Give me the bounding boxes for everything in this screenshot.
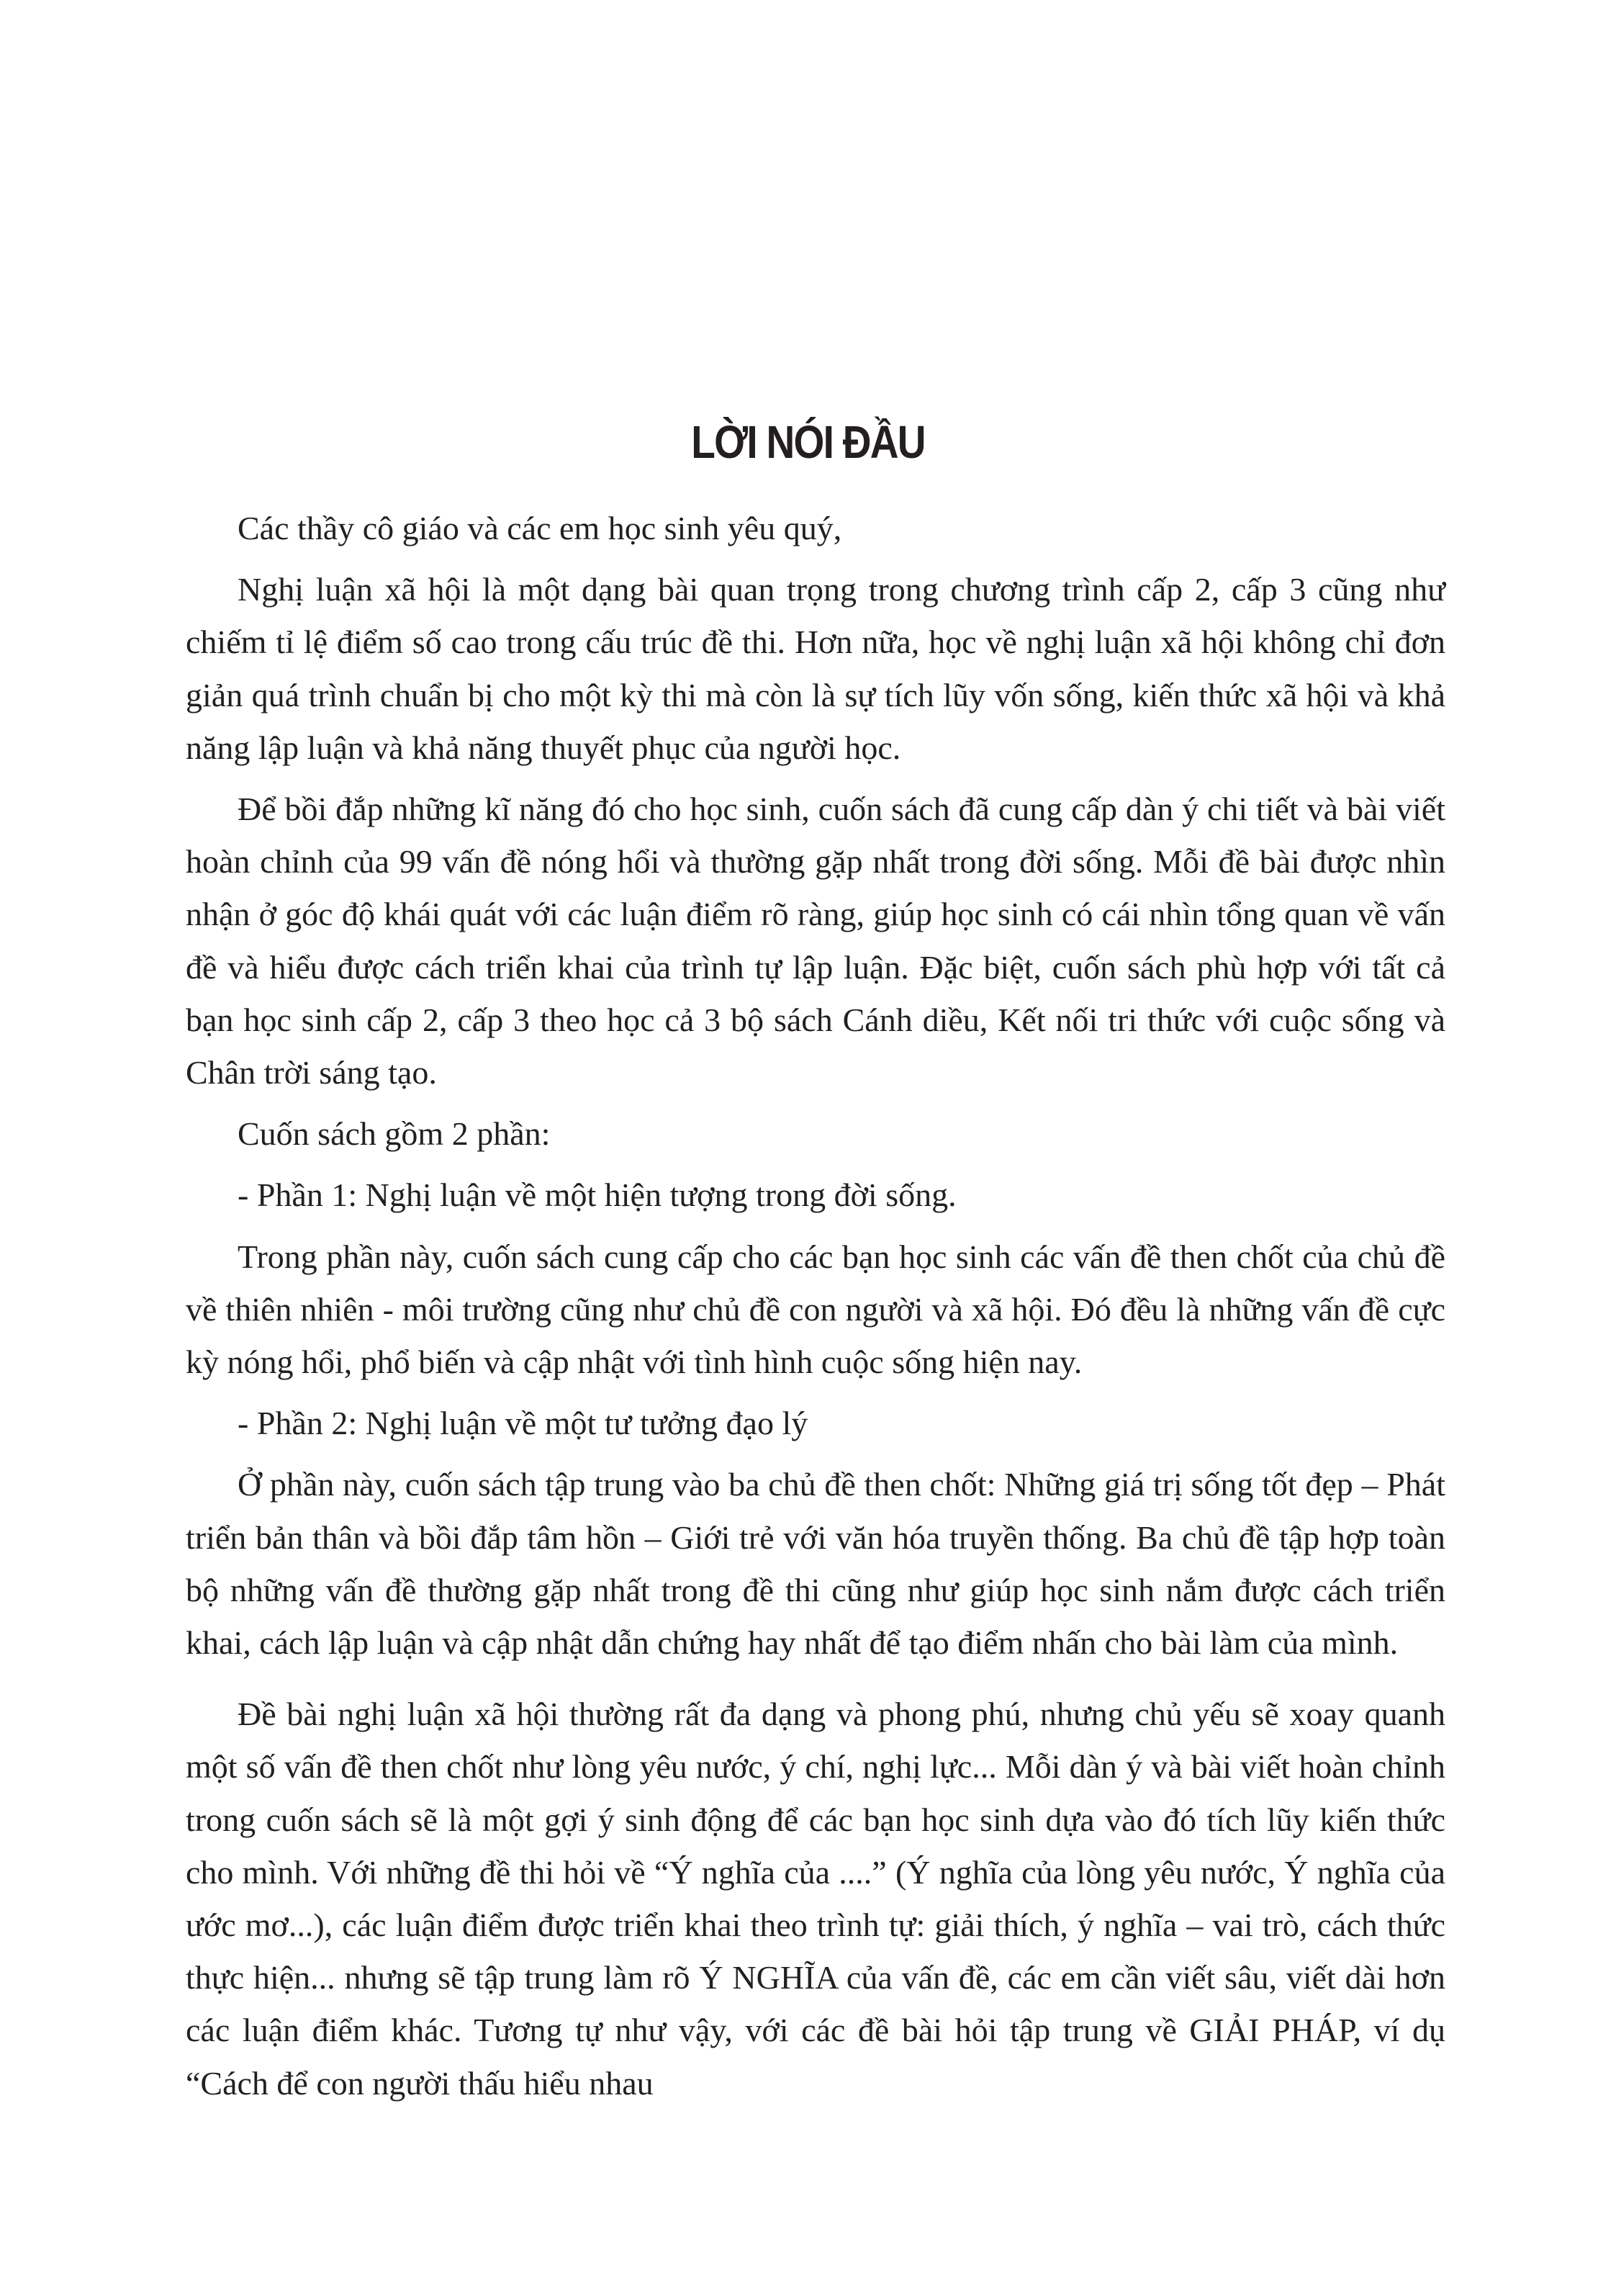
paragraph-introduction: Nghị luận xã hội là một dạng bài quan trọng trong chương trình cấp 2, cấp 3 cũng như chiếm tỉ lệ điểm số cao trong cấu trúc đề thi. Hơn nữa, học về nghị luận xã hội không chỉ đơn giản quá trình chuẩn bị cho một kỳ thi mà còn là sự tích lũy vốn sống, kiến thức xã hội và khả năng lập luận và khả năng thuyết phục của người học. <box>186 571 1445 766</box>
paragraph-book-purpose: Để bồi đắp những kĩ năng đó cho học sinh, cuốn sách đã cung cấp dàn ý chi tiết và bài viết hoàn chỉnh của 99 vấn đề nóng hổi và thường gặp nhất trong đời sống. Mỗi đề bài được nhìn nhận ở góc độ khái quát với các luận điểm rõ ràng, giúp học sinh có cái nhìn tổng quan về vấn đề và hiểu được cách triển khai của trình tự lập luận. Đặc biệt, cuốn sách phù hợp với tất cả bạn học sinh cấp 2, cấp 3 theo học cả 3 bộ sách Cánh diều, Kết nối tri thức với cuộc sống và Chân trời sáng tạo. <box>186 791 1445 1091</box>
paragraph-writing-guidance: Đề bài nghị luận xã hội thường rất đa dạng và phong phú, nhưng chủ yếu sẽ xoay quanh một số vấn đề then chốt như lòng yêu nước, ý chí, nghị lực... Mỗi dàn ý và bài viết hoàn chỉnh trong cuốn sách sẽ là một gợi ý sinh động để các bạn học sinh dựa vào đó tích lũy kiến thức cho mình. Với những đề thi hỏi về “Ý nghĩa của ....” (Ý nghĩa của lòng yêu nước, Ý nghĩa của ước mơ...), các luận điểm được triển khai theo trình tự: giải thích, ý nghĩa – vai trò, cách thức thực hiện... nhưng sẽ tập trung làm rõ Ý NGHĨA của vấn đề, các em cần viết sâu, viết dài hơn các luận điểm khác. Tương tự như vậy, với các đề bài hỏi tập trung về GIẢI PHÁP, ví dụ “Cách để con người thấu hiểu nhau <box>186 1696 1445 2102</box>
body-text <box>186 502 1445 2118</box>
paragraph-structure-intro: Cuốn sách gồm 2 phần: <box>238 1115 551 1153</box>
page-title: LỜI NÓI ĐẦU <box>691 416 925 468</box>
paragraph-part-1-heading: - Phần 1: Nghị luận về một hiện tượng trong đời sống. <box>238 1176 957 1214</box>
paragraph-greeting: Các thầy cô giáo và các em học sinh yêu quý, <box>238 510 842 546</box>
paragraph-part-2-heading: - Phần 2: Nghị luận về một tư tưởng đạo lý <box>238 1405 808 1442</box>
paragraph-part-2-description: Ở phần này, cuốn sách tập trung vào ba chủ đề then chốt: Những giá trị sống tốt đẹp – Phát triển bản thân và bồi đắp tâm hồn – Giới trẻ với văn hóa truyền thống. Ba chủ đề tập hợp toàn bộ những vấn đề thường gặp nhất trong đề thi cũng như giúp học sinh nắm được cách triển khai, cách lập luận và cập nhật dẫn chứng hay nhất để tạo điểm nhấn cho bài làm của mình. <box>186 1466 1445 1662</box>
paragraph-part-1-description: Trong phần này, cuốn sách cung cấp cho các bạn học sinh các vấn đề then chốt của chủ đề về thiên nhiên - môi trường cũng như chủ đề con người và xã hội. Đó đều là những vấn đề cực kỳ nóng hổi, phổ biến và cập nhật với tình hình cuộc sống hiện nay. <box>186 1238 1445 1381</box>
